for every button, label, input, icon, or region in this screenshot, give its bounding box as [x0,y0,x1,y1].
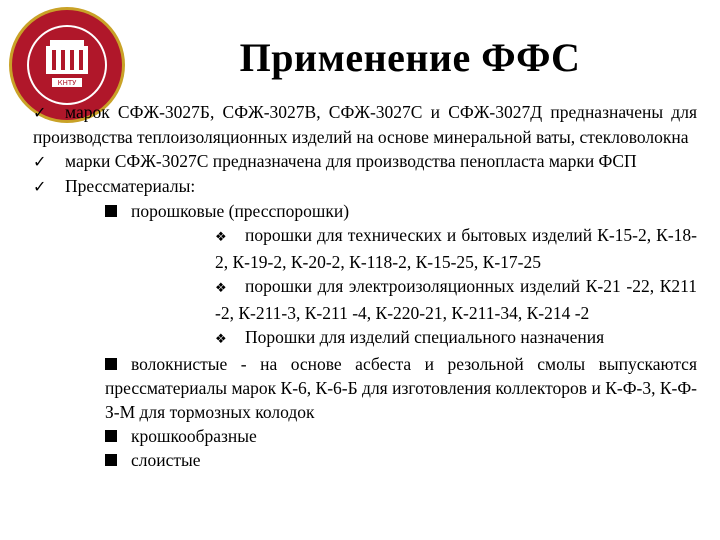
check-icon: ✓ [33,103,47,122]
logo-text: КНТУ [57,79,77,87]
list-item-square-1 [33,199,697,223]
slide-content [33,100,697,472]
square-bullet-icon [105,205,117,217]
list-item-diamond-2 [33,274,697,325]
check-icon: ✓ [33,177,47,196]
diamond-bullet-icon: ❖ [215,230,227,245]
list-item-check-3 [33,174,697,199]
list-item-square-3 [33,424,697,448]
list-item-text: волокнистые - на основе асбеста и резольной смолы выпускаются прессматериалы марок К-6, К-6-Б для изготовления коллекторов и К-Ф-3, К-Ф-З-М для тормозных колодок [105,354,697,422]
list-item-diamond-3 [33,325,697,352]
list-item-text: порошки для технических и бытовых изделий К-15-2, К-18-2, К-19-2, К-20-2, К-118-2, К-15-25, К-17-25 [215,225,697,272]
list-item-check-2 [33,149,697,174]
slide-title: Применение ФФС [239,35,581,80]
list-item-diamond-1 [33,223,697,274]
list-item-text: Прессматериалы: [65,176,196,196]
square-bullet-icon [105,430,117,442]
square-bullet-icon [105,358,117,370]
list-item-text: крошкообразные [131,426,257,446]
list-item-text: порошки для электроизоляционных изделий К-21 -22, К211 -2, К-211-3, К-211 -4, К-220-21, К-211-34, К-214 -2 [215,276,697,323]
square-bullet-icon [105,454,117,466]
list-item-check-1 [33,100,697,149]
diamond-bullet-icon: ❖ [215,281,227,296]
list-item-text: марки СФЖ-3027С предназначена для производства пенопласта марки ФСП [65,151,637,171]
list-item-square-4 [33,448,697,472]
list-item-text: порошковые (пресспорошки) [131,201,350,221]
list-item-text: слоистые [131,450,201,470]
diamond-bullet-icon: ❖ [215,332,227,347]
check-icon: ✓ [33,152,47,171]
list-item-square-2 [33,352,697,424]
list-item-text: марок СФЖ-3027Б, СФЖ-3027В, СФЖ-3027С и СФЖ-3027Д предназначены для производства теплоизоляционных изделий на основе минеральной ваты, стекловолокна [33,102,697,147]
list-item-text: Порошки для изделий специального назначения [245,327,605,347]
